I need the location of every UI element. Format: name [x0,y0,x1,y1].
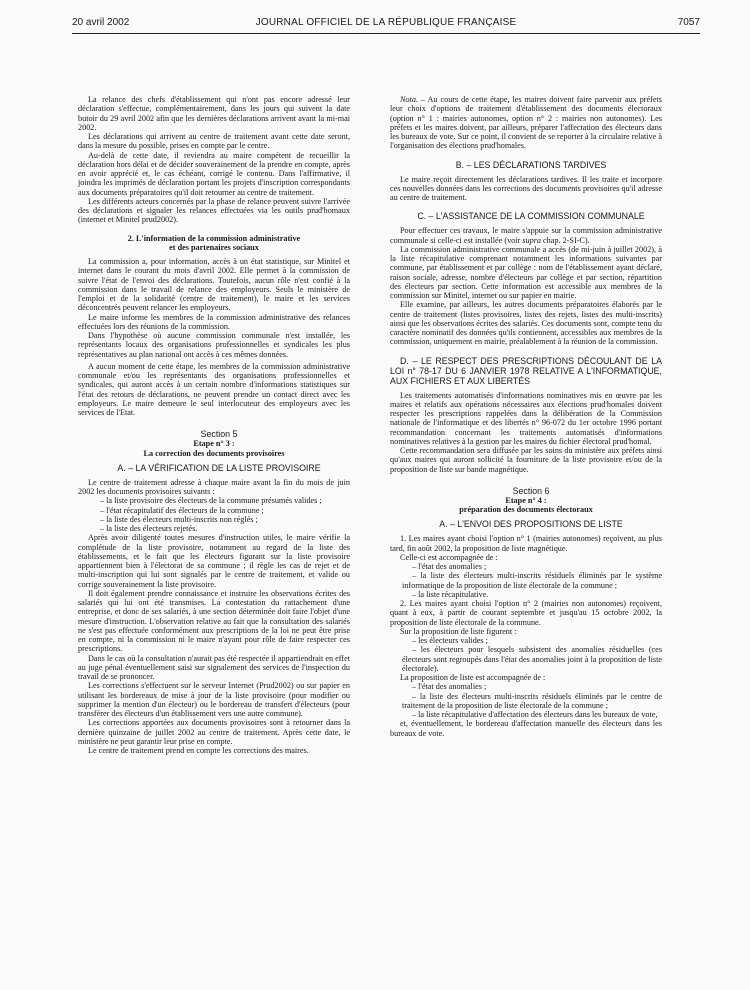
journal-title: JOURNAL OFFICIEL DE LA RÉPUBLIQUE FRANÇAISE [255,17,517,28]
paragraph: La commission administrative communale a accès (de mi-juin à juillet 2002), à la liste récapitulative comprenant notamment les informations suivantes par commune, par établissement et par collège : nom de l'établissement ayant déclaré, raison sociale, adresse, nombre d'électeurs par collège et par section, répartition des électeurs par section. Cette information est accessible aux membres de la commission sur Minitel, internet ou sur papier en mairie. [390,244,662,300]
paragraph [390,226,662,245]
paragraph: La relance des chefs d'établissement qui n'ont pas encore adressé leur déclaration s'effectue, complémentairement, dans les jours qui suivent la date butoir du 29 avril 2002 afin que les dernières déclarations arrivent avant la mi-mai 2002. [78,95,350,132]
paragraph: Le centre de traitement prend en compte les corrections des maires. [88,746,309,755]
text-run: chap. 2-SI-C). [540,235,590,245]
step-subtitle: préparation des documents électoraux [459,505,593,514]
paragraph: Dans l'hypothèse où aucune commission communale n'est installée, les représentants locaux des organisations professionnelles et syndicales les plus représentatives au plan national ont accès à ces mêmes données. [78,331,350,359]
paragraph: Les corrections s'effectuent sur le serveur Internet (Prud2002) ou sur papier en utilisant les bordereaux de mise à jour de la liste provisoire (pour modifier ou supprimer la mention d'un électeur) ou le bordereau de transfert d'électeurs (pour transférer des électeurs d'un établissement vers une autre commune). [78,681,350,718]
section-title: Section 5 [200,429,238,440]
heading-a: A. – L'ENVOI DES PROPOSITIONS DE LISTE [439,519,623,530]
paragraph: 1. Les maires ayant choisi l'option n° 1 (mairies autonomes) reçoivent, au plus tard, fin août 2002, la proposition de liste magnétique. [390,534,662,553]
heading-c: C. – L'ASSISTANCE DE LA COMMISSION COMMUNALE [417,211,645,222]
paragraph: 2. Les maires ayant choisi l'option n° 2 (mairies non autonomes) reçoivent, quant à eux, à partir de courant septembre et jusqu'au 15 octobre 2002, la proposition de liste électorale de la commune. [390,599,662,627]
paragraph: Le centre de traitement adresse à chaque maire avant la fin du mois de juin 2002 les documents provisoires suivants : [78,477,350,496]
paragraph: Il doit également prendre connaissance et instruire les observations écrites des salariés qui lui ont été transmises. La contestation du rattachement d'une entreprise, et donc de ses salariés, à une section déterminée doit faire l'objet d'une mesure d'instruction. L'observation relative au fait que la consultation des salariés ne s'est pas effectuée conformément aux prescriptions de la loi ne peut être prise en compte, ni la commission ni le maire n'ayant pour rôle de faire respecter ces prescriptions. [78,588,350,654]
paragraph: Les traitements automatisés d'informations nominatives mis en œuvre par les maires et relatifs aux opérations nécessaires aux élections prud'homales doivent respecter les prescriptions rappelées dans la délibération de la Commission nationale de l'informatique et des libertés n° 96-072 du 1er octobre 1996 portant recommandation concernant les traitements automatisés d'informations nominatives relatives à la gestion par les maires du fichier électoral prud'homal. [390,390,662,446]
list-item: – les électeurs pour lesquels subsistent des anomalies résiduelles (ces électeurs sont regroupés dans l'état des anomalies joint à la proposition de liste électorale). [402,645,662,673]
nota-label: Nota. [400,95,418,104]
list-item: – la liste des électeurs multi-inscrits résiduels éliminés par le système informatique de la proposition de liste électorale de la commune ; [402,571,662,590]
nota-paragraph [390,95,662,151]
heading-a: A. – LA VÉRIFICATION DE LA LISTE PROVISOIRE [117,462,321,473]
list-item: – la liste provisoire des électeurs de la commune présumés valides ; [100,496,322,506]
paragraph: Après avoir diligenté toutes mesures d'instruction utiles, le maire vérifie la complétude de la liste provisoire, notamment au regard de la liste des établissements, et le fait que les électeurs figurant sur la liste provisoire appartiennent bien à l'électorat de sa commune ; il règle les cas de rejet et de multi-inscription qui lui sont signalés par le centre de traitement, et valide ou corrige souverainement la liste provisoire. [78,533,350,589]
subsection-heading: et des partenaires sociaux [169,242,259,252]
heading-d: D. – LE RESPECT DES PRESCRIPTIONS DÉCOULANT DE LA LOI n° 78-17 DU 6 JANVIER 1978 RELATIVE A L'INFORMATIQUE, AUX FICHIERS ET AUX LIBERTÉS [390,355,662,386]
paragraph: et, éventuellement, le bordereau d'affectation manuelle des électeurs dans les bureaux de vote. [390,719,662,738]
list-item: – l'état des anomalies ; [412,562,487,571]
right-column [390,95,662,738]
subsection-heading: 2. L'information de la commission administrative [127,233,301,243]
step-title: Etape n° 3 : [193,439,235,449]
paragraph: Elle examine, par ailleurs, les autres documents préparatoires élaborés par le centre de traitement (listes provisoires, listes des rejets, listes des multi-inscrits) ainsi que les observations écrites des salariés. Ces documents sont, compte tenu du caractère nominatif des données qu'ils contiennent, accessibles aux membres de la commission, uniquement en mairie, préalablement à la réunion de la commission. [390,300,662,347]
list-item: – les électeurs valides ; [412,636,488,645]
paragraph: La proposition de liste est accompagnée de : [400,673,546,682]
page-header [72,13,700,34]
paragraph: Au-delà de cette date, il reviendra au maire compétent de recueillir la déclaration hors délai et de décider souverainement de la prendre en compte, après en avoir apprécié et, le cas échéant, corrigé le contenu. Dans l'affirmative, il joindra les imprimés de déclaration portant les projets d'inscription correspondants aux documents préparatoires qu'il doit retourner au centre de traitement. [78,150,350,197]
list-item: – la liste des électeurs rejetés. [100,524,198,533]
paragraph: Sur la proposition de liste figurent : [400,626,517,636]
text-run: Pour effectuer ces travaux, le maire s'appuie sur la commission administrative communale si celle-ci est installée (voir [390,226,662,245]
paragraph: Celle-ci est accompagnée de : [400,552,498,562]
paragraph: A aucun moment de cette étape, les membres de la commission administrative communale et/ou les représentants des organisations professionnelles et syndicales, qui auront accès à un certain nombre d'informations statistiques sur l'état des retours de déclarations, ne peuvent prendre un contact direct avec les employeurs. Le maire demeure le seul interlocuteur des employeurs avec les services de l'Etat. [78,361,350,417]
left-column [78,95,350,755]
paragraph: Les différents acteurs concernés par la phase de relance peuvent suivre l'arrivée des déclarations et signaler les relances effectuées via les outils prud'homaux (internet et Minitel prud2002). [78,196,350,225]
list-item: – la liste des électeurs multi-inscrits non réglés ; [100,514,258,524]
list-item: – la liste des électeurs multi-inscrits résiduels éliminés par le centre de traitement de la proposition de liste électorale de la commune ; [402,691,662,710]
paragraph: Cette recommandation sera diffusée par les soins du ministère aux préfets ainsi qu'aux maires qui auront sollicité la fourniture de la liste provisoire et/ou de la proposition de liste sur bande magnétique. [390,446,662,474]
list-item: – la liste récapitulative. [412,589,489,599]
paragraph: Dans le cas où la consultation n'aurait pas été respectée il appartiendrait en effet au juge pénal éventuellement saisi sur signalement des services de l'inspection du travail de se prononcer. [78,653,350,681]
list-item: – la liste récapitulative d'affectation des électeurs dans les bureaux de vote, [412,710,658,719]
page-number: 7057 [677,17,700,28]
paragraph: Les déclarations qui arrivent au centre de traitement avant cette date seront, dans la mesure du possible, prises en compte par le centre. [78,132,350,151]
nota-text: – Au cours de cette étape, les maires doivent faire parvenir aux préfets leur choix d'options de traitement d'établissement des documents électoraux (option n° 1 : mairies autonomes, option n° 2 : mairies non autonomes). Les préfets et les maires doivent, par ailleurs, préparer l'affectation des électeurs dans les bureaux de vote. Sur ce point, il convient de se reporter à la circulaire relative à l'organisation des élections prud'homales. [390,95,662,151]
header-date: 20 avril 2002 [72,17,130,28]
text-run-italic: supra [522,235,541,245]
step-subtitle: La correction des documents provisoires [143,448,285,458]
paragraph: Le maire reçoit directement les déclarations tardives. Il les traite et incorpore ces nouvelles données dans les corrections des documents provisoires qu'il adresse au centre de traitement. [390,174,662,202]
section-title: Section 6 [512,485,550,496]
paragraph: La commission a, pour information, accès à un état statistique, sur Minitel et internet dans le courant du mois d'avril 2002. Elle permet à la commission de suivre l'état de l'envoi des déclarations. Toutefois, aucun rôle n'est confié à la commission dans le travail de relance des employeurs. Seuls le ministère de l'emploi et de la solidarité (centre de traitement), le maire et les services déconcentrés peuvent relancer les employeurs. [78,257,350,313]
paragraph: Les corrections apportées aux documents provisoires sont à retourner dans la dernière quinzaine de juillet 2002 au centre de traitement. Après cette date, le ministère ne peut garantir leur prise en compte. [78,718,350,746]
list-item: – l'état récapitulatif des électeurs de la commune ; [100,505,264,515]
heading-b: B. – LES DÉCLARATIONS TARDIVES [455,159,607,170]
step-title: Etape n° 4 : [505,495,547,505]
paragraph: Le maire informe les membres de la commission administrative des relances effectuées lors des réunions de la commission. [78,312,350,331]
list-item: – l'état des anomalies ; [412,682,487,692]
